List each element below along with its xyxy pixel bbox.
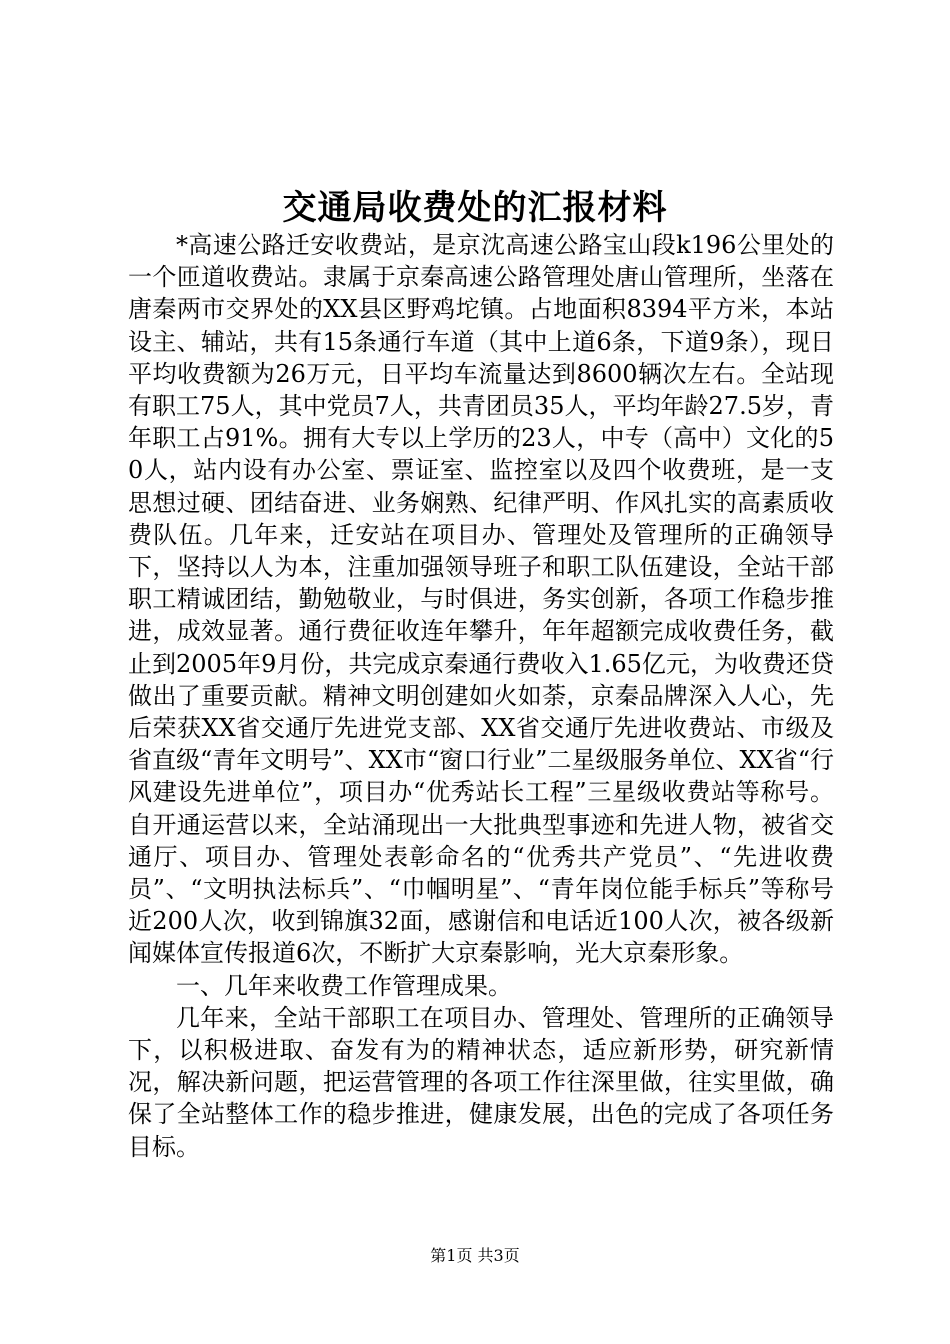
page-footer: 第1页 共3页 <box>430 1246 520 1265</box>
paragraph-intro: *高速公路迁安收费站，是京沈高速公路宝山段k196公里处的一个匝道收费站。隶属于京秦高速公路管理处唐山管理所，坐落在唐秦两市交界处的XX县区野鸡坨镇。占地面积8394平方米，本站设主、辅站，共有15条通行车道（其中上道6条，下道9条），现日平均收费额为26万元，日平均车流量达到8600辆次左右。全站现有职工75人，其中党员7人，共青团员35人，平均年龄27.5岁，青年职工占91%。拥有大专以上学历的23人，中专（高中）文化的50人，站内设有办公室、票证室、监控室以及四个收费班，是一支思想过硬、团结奋进、业务娴熟、纪律严明、作风扎实的高素质收费队伍。几年来，迁安站在项目办、管理处及管理所的正确领导下，坚持以人为本，注重加强领导班子和职工队伍建设，全站干部职工精诚团结，勤勉敬业，与时俱进，务实创新，各项工作稳步推进，成效显著。通行费征收连年攀升，年年超额完成收费任务，截止到2005年9月份，共完成京秦通行费收入1.65亿元，为收费还贷做出了重要贡献。精神文明创建如火如荼，京秦品牌深入人心，先后荣获XX省交通厅先进党支部、XX省交通厅先进收费站、市级及省直级“青年文明号”、XX市“窗口行业”二星级服务单位、XX省“行风建设先进单位”，项目办“优秀站长工程”三星级收费站等称号。自开通运营以来，全站涌现出一大批典型事迹和先进人物，被省交通厅、项目办、管理处表彰命名的“优秀共产党员”、“先进收费员”、“文明执法标兵”、“巾帼明星”、“青年岗位能手标兵”等称号近200人次，收到锦旗32面，感谢信和电话近100人次，被各级新闻媒体宣传报道6次，不断扩大京秦影响，光大京秦形象。 <box>128 231 834 968</box>
paragraph-section-1: 几年来，全站干部职工在项目办、管理处、管理所的正确领导下，以积极进取、奋发有为的精神状态，适应新形势，研究新情况，解决新问题，把运营管理的各项工作往深里做，往实里做，确保了全站整体工作的稳步推进，健康发展，出色的完成了各项任务目标。 <box>128 1003 834 1161</box>
document-body <box>128 229 834 1163</box>
section-heading-1: 一、几年来收费工作管理成果。 <box>176 971 512 1000</box>
document-title: 交通局收费处的汇报材料 <box>282 188 668 228</box>
